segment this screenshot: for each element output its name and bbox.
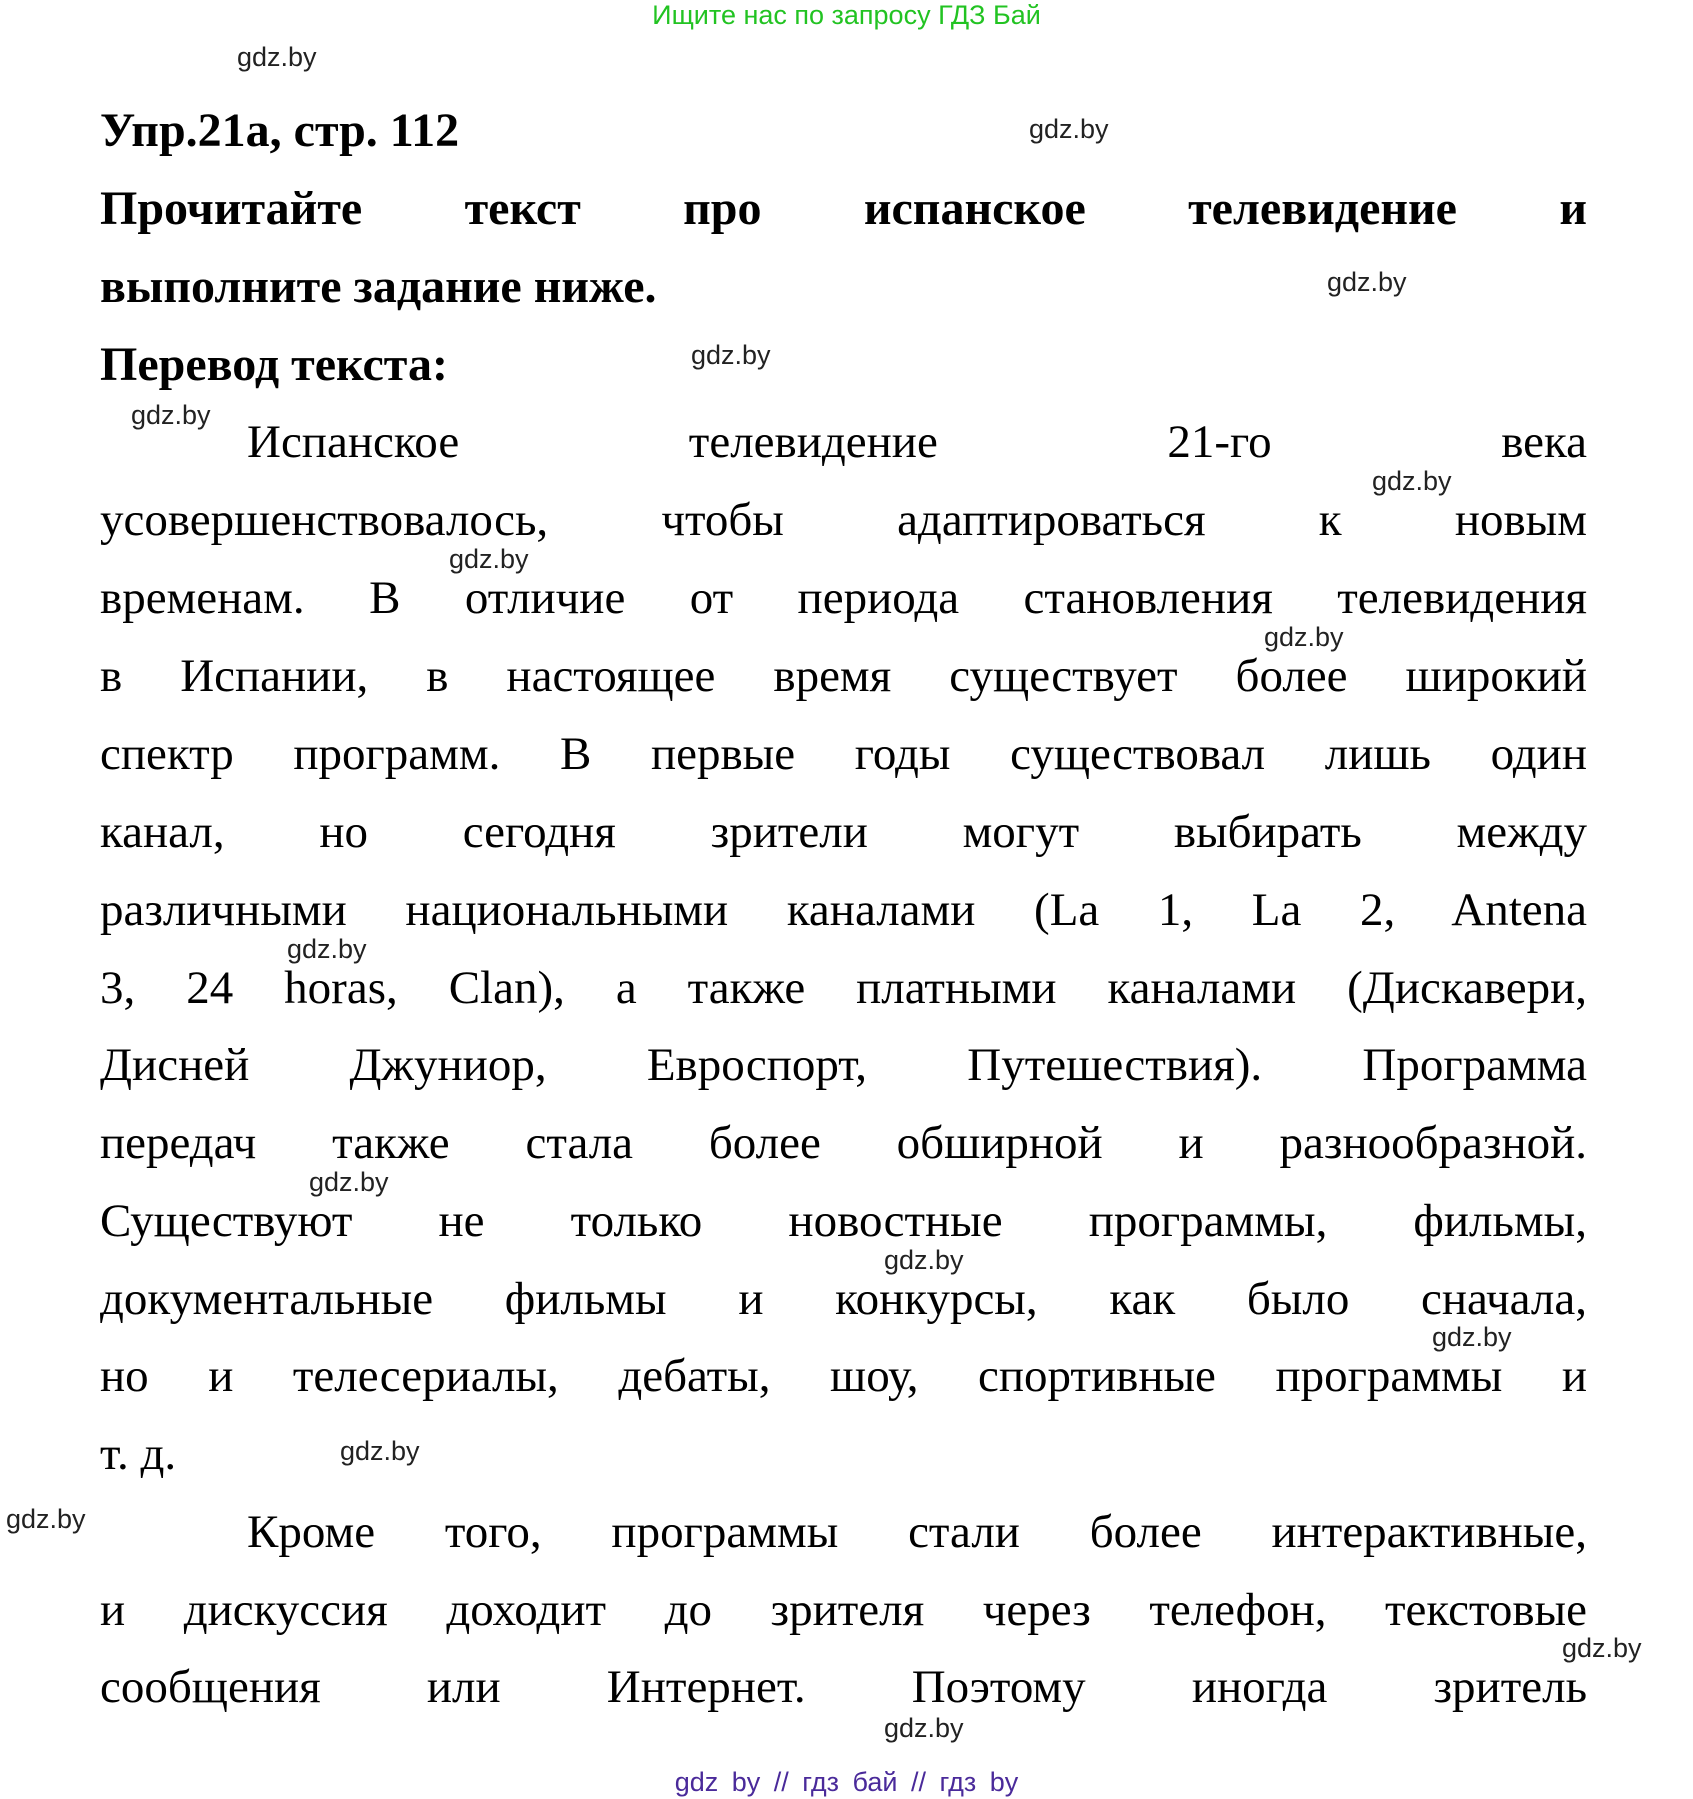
text-line: спектр программ. В первые годы существовал лишь один: [100, 728, 1587, 780]
watermark: gdz.by: [691, 340, 771, 370]
text-line: и дискуссия доходит до зрителя через телефон, текстовые: [100, 1584, 1587, 1636]
text-line: Существуют не только новостные программы, фильмы,: [100, 1195, 1587, 1247]
text-line: различными национальными каналами (La 1, La 2, Antena: [100, 884, 1587, 936]
text-line: т. д.: [100, 1428, 177, 1480]
text-line: канал, но сегодня зрители могут выбирать между: [100, 806, 1587, 858]
text-line: временам. В отличие от периода становления телевидения: [100, 572, 1587, 624]
watermark: gdz.by: [884, 1245, 964, 1275]
watermark: gdz.by: [1264, 622, 1344, 652]
text-line: 3, 24 horas, Clan), а также платными каналами (Дискавери,: [100, 962, 1587, 1014]
text-line: передач также стала более обширной и разнообразной.: [100, 1117, 1587, 1169]
task-line-2: выполните задание ниже.: [100, 260, 657, 313]
search-banner: Ищите нас по запросу ГДЗ Бай: [652, 0, 1041, 30]
watermark: gdz.by: [6, 1504, 86, 1534]
footer-links[interactable]: gdz by // гдз бай // гдз by: [674, 1767, 1019, 1797]
text-line: Дисней Джуниор, Евроспорт, Путешествия). Программа: [100, 1039, 1587, 1091]
text-line: Кроме того, программы стали более интерактивные,: [247, 1506, 1587, 1558]
task-line-1: Прочитайте текст про испанское телевидение и: [100, 182, 1587, 235]
watermark: gdz.by: [1327, 267, 1407, 297]
text-line: в Испании, в настоящее время существует более широкий: [100, 650, 1587, 702]
watermark: gdz.by: [1029, 114, 1109, 144]
watermark: gdz.by: [340, 1436, 420, 1466]
text-line: документальные фильмы и конкурсы, как было сначала,: [100, 1273, 1587, 1325]
text-line: сообщения или Интернет. Поэтому иногда зритель: [100, 1661, 1587, 1713]
translation-subtitle: Перевод текста:: [100, 338, 448, 391]
text-line: усовершенствовалось, чтобы адаптироваться к новым: [100, 494, 1587, 546]
watermark: gdz.by: [131, 400, 211, 430]
watermark: gdz.by: [449, 544, 529, 574]
watermark: gdz.by: [1562, 1633, 1642, 1663]
watermark: gdz.by: [237, 42, 317, 72]
text-line: но и телесериалы, дебаты, шоу, спортивные программы и: [100, 1350, 1587, 1402]
text-line: Испанское телевидение 21-го века: [247, 416, 1587, 468]
exercise-title: Упр.21а, стр. 112: [100, 104, 460, 157]
watermark: gdz.by: [1432, 1322, 1512, 1352]
watermark: gdz.by: [884, 1713, 964, 1743]
watermark: gdz.by: [309, 1167, 389, 1197]
watermark: gdz.by: [287, 934, 367, 964]
watermark: gdz.by: [1372, 466, 1452, 496]
